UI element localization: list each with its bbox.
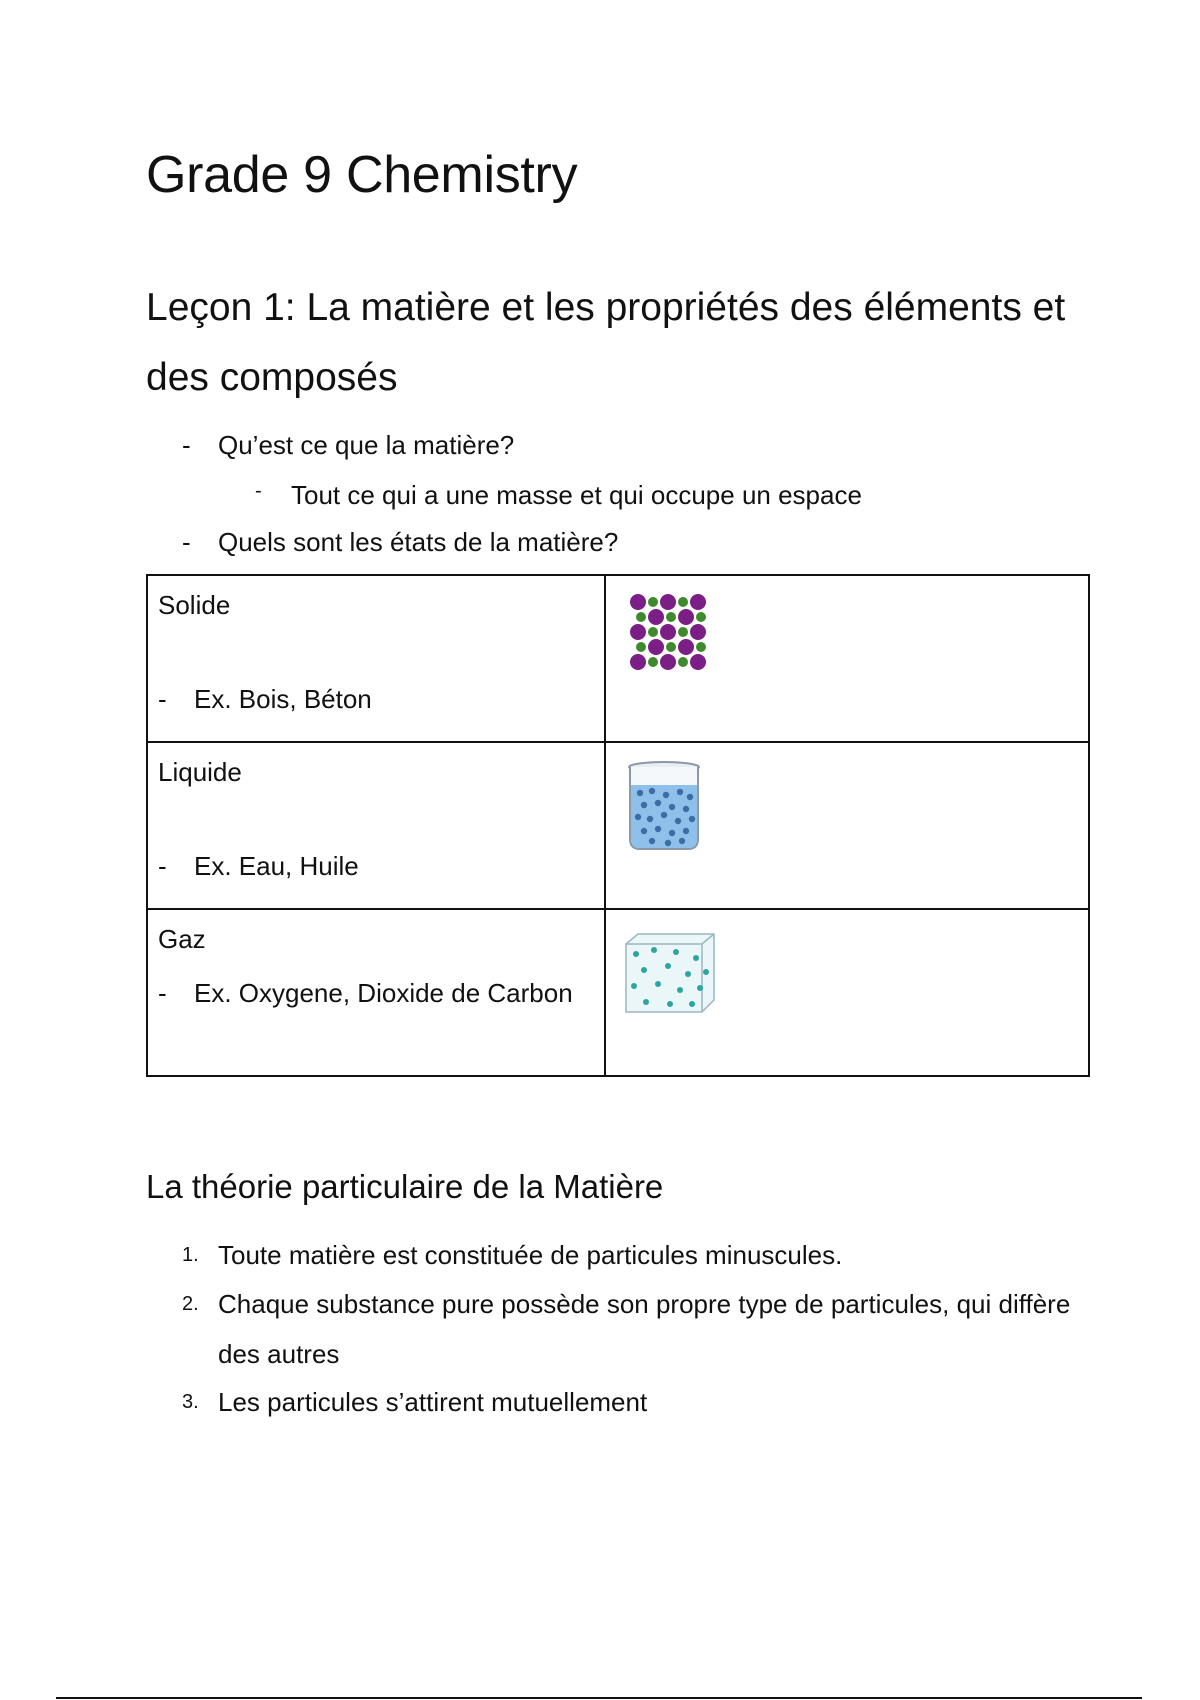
particle (696, 612, 706, 622)
particle (678, 627, 688, 637)
particle (647, 816, 653, 822)
particle (636, 642, 646, 652)
states-table (146, 574, 1090, 1077)
particle (648, 597, 658, 607)
particle (637, 790, 643, 796)
particle (641, 802, 647, 808)
particle (648, 639, 664, 655)
particle (678, 639, 694, 655)
image-cell (605, 742, 1089, 909)
question-text: Qu’est ce que la matière? (218, 430, 515, 460)
example-text: Ex. Bois, Béton (194, 684, 372, 714)
particle (675, 818, 681, 824)
particle (660, 624, 676, 640)
theory-heading: La théorie particulaire de la Matière (146, 1168, 664, 1205)
particle (683, 806, 689, 812)
particle (636, 612, 646, 622)
particle (690, 624, 706, 640)
particle (651, 947, 657, 953)
page-title: Grade 9 Chemistry (146, 146, 578, 204)
state-name: Gaz (158, 924, 206, 954)
bullet-dash: - (158, 978, 167, 1008)
particle (648, 609, 664, 625)
state-name: Solide (158, 590, 231, 620)
table-row (147, 742, 1089, 909)
state-example (158, 674, 574, 724)
particle (649, 838, 655, 844)
state-cell (147, 742, 605, 909)
list-item (182, 1377, 1088, 1427)
list-item (182, 1230, 1088, 1280)
particle (690, 654, 706, 670)
bullet-dash: - (255, 480, 262, 502)
state-cell (147, 575, 605, 742)
footer-rule (56, 1697, 1142, 1699)
table-row (147, 909, 1089, 1076)
particle (630, 624, 646, 640)
particle (649, 788, 655, 794)
particle (663, 792, 669, 798)
particle (697, 985, 703, 991)
particle (655, 826, 661, 832)
particle (666, 642, 676, 652)
particle (678, 597, 688, 607)
particle (643, 999, 649, 1005)
particle (665, 963, 671, 969)
gas-box-icon (624, 932, 716, 1014)
table-row (147, 575, 1089, 742)
list-item (182, 1279, 1088, 1379)
particle (641, 828, 647, 834)
list-number: 1. (182, 1244, 199, 1266)
particle (648, 627, 658, 637)
state-name: Liquide (158, 757, 242, 787)
bullet-dash: - (182, 527, 191, 557)
particle (667, 1001, 673, 1007)
particle (630, 594, 646, 610)
particle (693, 955, 699, 961)
particle (655, 981, 661, 987)
particle (678, 657, 688, 667)
theory-text: Chaque substance pure possède son propre type de particules, qui diffère des autres (218, 1289, 1071, 1369)
bullet-dash: - (158, 851, 167, 881)
particle (677, 987, 683, 993)
particle (666, 612, 676, 622)
particle (678, 609, 694, 625)
particle (630, 654, 646, 670)
particle (633, 951, 639, 957)
particle (661, 812, 667, 818)
lesson-heading: Leçon 1: La matière et les propriétés des éléments et des composés (146, 286, 1066, 399)
bullet-dash: - (158, 684, 167, 714)
list-number: 2. (182, 1293, 199, 1315)
particle (665, 840, 671, 846)
theory-text: Les particules s’attirent mutuellement (218, 1387, 648, 1417)
liquid-beaker-icon (626, 759, 706, 854)
state-cell (147, 909, 605, 1076)
particle (669, 804, 675, 810)
solid-lattice-icon (626, 590, 716, 680)
particle (689, 1001, 695, 1007)
theory-text: Toute matière est constituée de particules minuscules. (218, 1240, 843, 1270)
state-example (158, 841, 574, 891)
particle (690, 594, 706, 610)
particle (687, 794, 693, 800)
answer-text: Tout ce qui a une masse et qui occupe un espace (291, 480, 862, 510)
particle (703, 969, 709, 975)
particle (631, 983, 637, 989)
bullet-dash: - (182, 430, 191, 460)
particle (660, 654, 676, 670)
particle (635, 814, 641, 820)
particle (683, 828, 689, 834)
question-text: Quels sont les états de la matière? (218, 527, 619, 557)
list-number: 3. (182, 1391, 199, 1413)
particle (679, 838, 685, 844)
particle (641, 967, 647, 973)
particle (689, 816, 695, 822)
particle (696, 642, 706, 652)
particle (648, 657, 658, 667)
example-text: Ex. Oxygene, Dioxide de Carbon (194, 978, 573, 1008)
image-cell (605, 575, 1089, 742)
particle (673, 949, 679, 955)
image-cell (605, 909, 1089, 1076)
example-text: Ex. Eau, Huile (194, 851, 359, 881)
particle (655, 800, 661, 806)
particle (677, 789, 683, 795)
particle (669, 830, 675, 836)
state-example (158, 968, 574, 1018)
particle (685, 971, 691, 977)
particle (660, 594, 676, 610)
